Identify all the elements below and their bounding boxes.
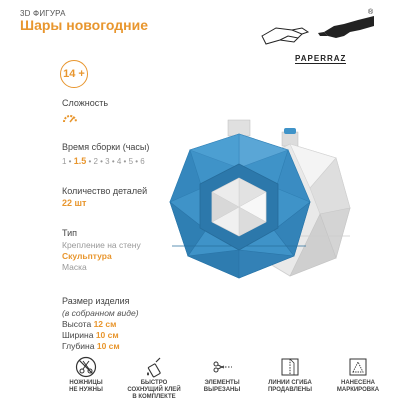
- size-height: Высота 12 см: [62, 319, 117, 329]
- size-depth: Глубина 10 см: [62, 341, 120, 351]
- fold-lines-icon: [279, 356, 301, 378]
- feature-no-scissors: НОЖНИЦЫ НЕ НУЖНЫ: [56, 356, 116, 394]
- ornament-balls-image: [150, 118, 390, 318]
- feature-marking: НАНЕСЕНА МАРКИРОВКА: [328, 356, 388, 394]
- type-option-sculpture: Скульптура: [62, 251, 112, 261]
- glue-icon: [143, 356, 165, 378]
- scale-item: 2: [93, 157, 98, 166]
- product-category: 3D ФИГУРА: [20, 9, 66, 18]
- feature-glue: БЫСТРО СОХНУЩИЙ КЛЕЙ В КОМПЛЕКТЕ: [124, 356, 184, 401]
- feature-cut-elements: ЭЛЕМЕНТЫ ВЫРЕЗАНЫ: [192, 356, 252, 394]
- assembly-time-label: Время сборки (часы): [62, 142, 150, 152]
- features-row: [56, 356, 396, 420]
- scale-item: 1: [62, 157, 67, 166]
- registered-mark: ®: [368, 9, 374, 16]
- gauge-icon: [62, 112, 78, 124]
- cut-elements-icon: [211, 356, 233, 378]
- feature-fold-lines: ЛИНИИ СГИБА ПРОДАВЛЕНЫ: [260, 356, 320, 394]
- assembly-time-scale: 1 • 1.5 • 2 • 3 • 4 • 5 • 6: [62, 156, 145, 166]
- type-label: Тип: [62, 228, 78, 238]
- size-note: (в собранном виде): [62, 308, 139, 318]
- brand-name: PAPERRAZ: [295, 54, 347, 63]
- size-details: [62, 308, 139, 352]
- type-options: [62, 240, 141, 273]
- scale-item: 6: [140, 157, 145, 166]
- parts-count-value: 22 шт: [62, 198, 87, 208]
- scale-item-selected: 1.5: [73, 156, 87, 166]
- age-badge: 14 +: [60, 60, 88, 88]
- scale-item: 5: [128, 157, 134, 166]
- scale-item: 4: [116, 157, 122, 166]
- parts-count-label: Количество деталей: [62, 186, 148, 196]
- marking-icon: [347, 356, 369, 378]
- no-scissors-icon: [75, 356, 97, 378]
- type-option-mask: Маска: [62, 262, 87, 272]
- size-label: Размер изделия: [62, 296, 130, 306]
- size-width: Ширина 10 см: [62, 330, 119, 340]
- scale-item: 3: [105, 157, 110, 166]
- product-title: Шары новогодние: [20, 17, 148, 33]
- complexity-label: Сложность: [62, 98, 109, 108]
- type-option-wall: Крепление на стену: [62, 240, 141, 250]
